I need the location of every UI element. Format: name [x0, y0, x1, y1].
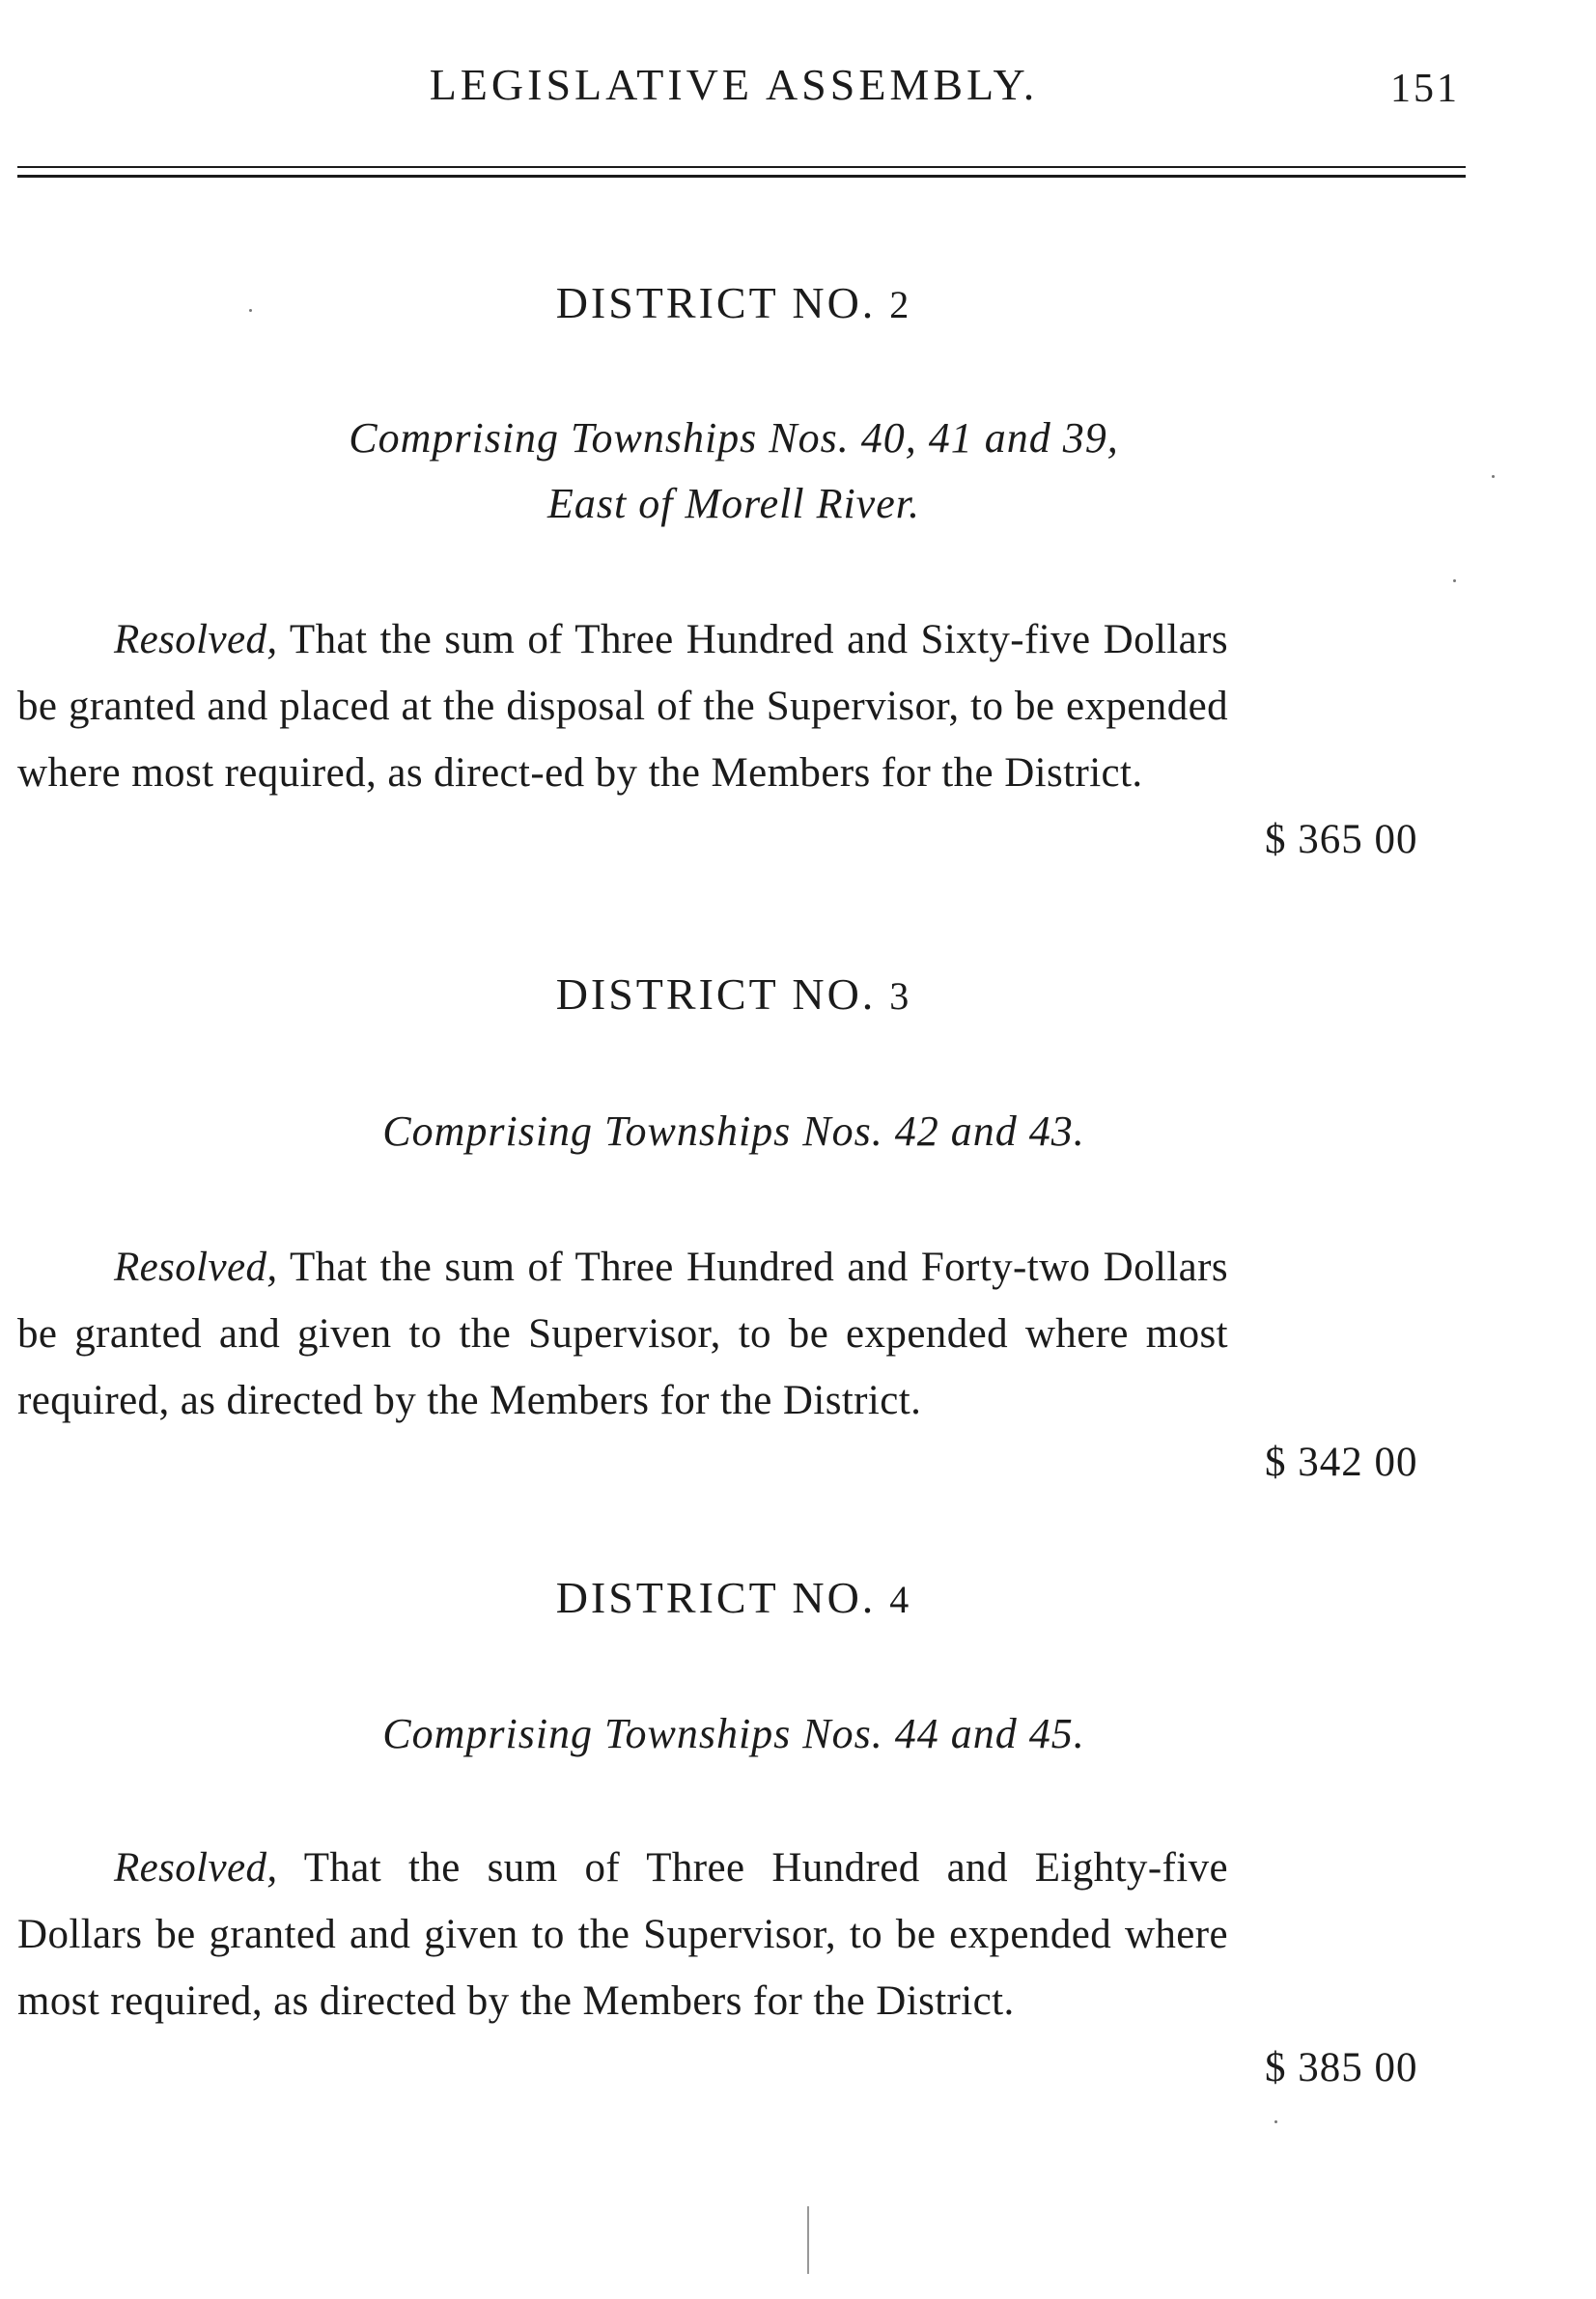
district-3-resolution: [17, 1234, 1228, 1434]
scan-speck: [1453, 579, 1456, 582]
district-heading-label: DISTRICT NO.: [555, 278, 877, 327]
district-heading-label: DISTRICT NO.: [555, 1573, 877, 1622]
scan-mark: [807, 2206, 809, 2274]
district-2-comprising-line-2: East of Morell River.: [547, 480, 920, 527]
district-4-resolution: [17, 1835, 1228, 2034]
district-3-amount: $ 342 00: [1265, 1440, 1418, 1485]
scan-speck: [249, 309, 252, 312]
district-heading-4: [0, 1569, 1468, 1629]
running-head: LEGISLATIVE ASSEMBLY.: [429, 60, 1039, 109]
district-2-resolution: [17, 606, 1228, 806]
resolved-word: Resolved,: [114, 1845, 278, 1891]
district-heading-3: [0, 966, 1468, 1025]
resolution-text: That the sum of Three Hundred and Forty-two Dollars be granted and given to the Supervisor, to be expended where most required, as directed by the Members for the District.: [17, 1245, 1229, 1423]
header-rule-top: [17, 166, 1466, 168]
resolved-word: Resolved,: [114, 617, 278, 662]
page-number: 151: [1390, 67, 1460, 111]
header-rule-bottom: [17, 175, 1466, 178]
district-number: 2: [889, 283, 912, 326]
district-number: 3: [889, 974, 912, 1018]
resolved-word: Resolved,: [114, 1245, 278, 1290]
district-3-comprising-line-1: Comprising Townships Nos. 42 and 43.: [382, 1107, 1085, 1155]
district-heading-label: DISTRICT NO.: [555, 969, 877, 1019]
resolution-text: That the sum of Three Hundred and Sixty-five Dollars be granted and placed at the disposal of the Supervisor, to be expended where most required, as direct-ed by the Members for the District.: [17, 617, 1229, 796]
resolution-text: That the sum of Three Hundred and Eighty-five Dollars be granted and given to the Supervisor, to be expended where most required, as directed by the Members for the District.: [17, 1845, 1228, 2024]
district-4-comprising-line-1: Comprising Townships Nos. 44 and 45.: [382, 1710, 1085, 1757]
district-heading-2: [0, 274, 1468, 334]
district-2-amount: $ 365 00: [1265, 817, 1418, 862]
district-number: 4: [889, 1578, 912, 1621]
scan-speck: [1492, 475, 1495, 478]
district-4-amount: $ 385 00: [1265, 2045, 1418, 2090]
scan-speck: [1274, 2120, 1277, 2123]
district-2-comprising-line-1: Comprising Townships Nos. 40, 41 and 39,: [349, 414, 1119, 462]
